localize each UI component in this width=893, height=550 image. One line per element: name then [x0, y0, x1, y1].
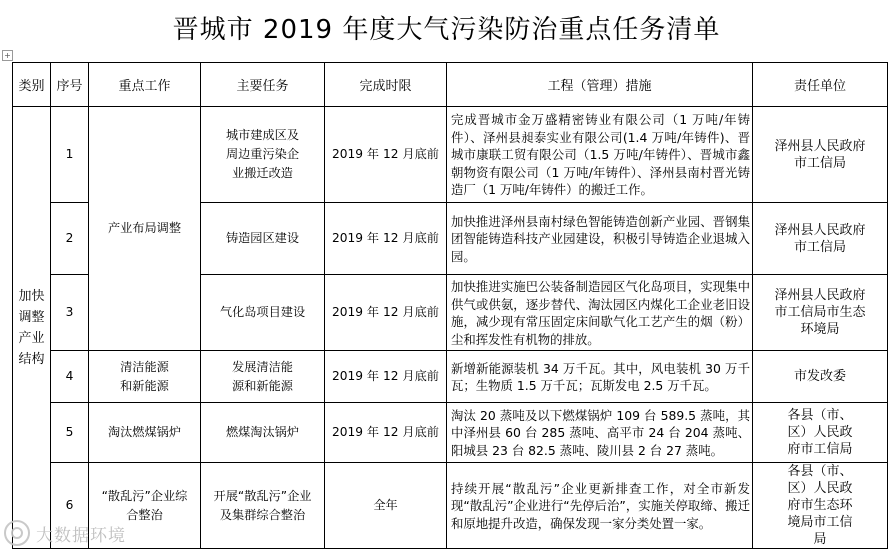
row-number: 1: [51, 107, 89, 203]
table-move-handle-icon[interactable]: +: [2, 50, 13, 61]
table-header-row: [13, 63, 888, 107]
watermark-logo-icon: [4, 520, 30, 546]
key-work-cell: “散乱污”企业综合整治: [89, 463, 201, 549]
watermark: [4, 520, 126, 546]
watermark-text: 大数据环境: [36, 525, 126, 546]
key-work-cell: 清洁能源和新能源: [89, 351, 201, 403]
key-work-cell: 淘汰燃煤锅炉: [89, 403, 201, 463]
measure-cell: 持续开展“散乱污”企业更新排查工作，对全市新发现“散乱污”企业进行“先停后治”，实施关停取缔、搬迁和原地提升改造，确保发现一家分类处置一家。: [447, 463, 753, 549]
deadline-cell: 2019 年 12 月底前: [325, 275, 447, 351]
table-row: [13, 463, 888, 549]
deadline-cell: 2019 年 12 月底前: [325, 351, 447, 403]
header-key-work: 重点工作: [89, 63, 201, 107]
main-task-cell: 燃煤淘汰锅炉: [201, 403, 325, 463]
row-number: 6: [51, 463, 89, 549]
header-main-task: 主要任务: [201, 63, 325, 107]
measure-cell: 加快推进泽州县南村绿色智能铸造创新产业园、晋钢集团智能铸造科技产业园建设，积极引导铸造企业退城入园。: [447, 203, 753, 275]
header-category: 类别: [13, 63, 51, 107]
responsible-unit-cell: 泽州县人民政府市工信局: [753, 203, 888, 275]
row-number: 4: [51, 351, 89, 403]
responsible-unit-cell: 各县（市、区）人民政府市生态环境局市工信局: [753, 463, 888, 549]
table-row: [13, 351, 888, 403]
responsible-unit-cell: 泽州县人民政府市工信局市生态环境局: [753, 275, 888, 351]
main-task-cell: 开展“散乱污”企业及集群综合整治: [201, 463, 325, 549]
header-responsible-unit: 责任单位: [753, 63, 888, 107]
category-cell: 加快调整产业结构: [13, 107, 51, 549]
row-number: 2: [51, 203, 89, 275]
row-number: 3: [51, 275, 89, 351]
main-task-cell: 气化岛项目建设: [201, 275, 325, 351]
deadline-cell: 2019 年 12 月底前: [325, 203, 447, 275]
header-number: 序号: [51, 63, 89, 107]
measure-cell: 加快推进实施巴公装备制造园区气化岛项目，实现集中供气或供氨，逐步替代、淘汰园区内煤化工企业老旧设施，减少现有常压固定床间歇气化工艺产生的烟（粉）尘和挥发性有机物的排放。: [447, 275, 753, 351]
measure-cell: 淘汰 20 蒸吨及以下燃煤锅炉 109 台 589.5 蒸吨，其中泽州县 60 台 285 蒸吨、高平市 24 台 204 蒸吨、阳城县 23 台 82.5 蒸吨、陵川县 2 台 27 蒸吨。: [447, 403, 753, 463]
header-measure: 工程（管理）措施: [447, 63, 753, 107]
measure-cell: 完成晋城市金万盛精密铸业有限公司（1 万吨/年铸件）、泽州县昶泰实业有限公司(1.4 万吨/年铸件)、晋城市康联工贸有限公司（1.5 万吨/年铸件）、晋城市鑫朝物资有限公司（1 万吨/年铸件）、泽州县南村晋光铸造厂（1 万吨/年铸件）的搬迁工作。: [447, 107, 753, 203]
measure-cell: 新增新能源装机 34 万千瓦。其中，风电装机 30 万千瓦；生物质 1.5 万千瓦；瓦斯发电 2.5 万千瓦。: [447, 351, 753, 403]
main-task-cell: 铸造园区建设: [201, 203, 325, 275]
table-row: [13, 107, 888, 203]
table-row: [13, 403, 888, 463]
responsible-unit-cell: 市发改委: [753, 351, 888, 403]
deadline-cell: 全年: [325, 463, 447, 549]
row-number: 5: [51, 403, 89, 463]
page-title: 晋城市 2019 年度大气污染防治重点任务清单: [172, 15, 721, 45]
responsible-unit-cell: 泽州县人民政府市工信局: [753, 107, 888, 203]
responsible-unit-cell: 各县（市、区）人民政府市工信局: [753, 403, 888, 463]
deadline-cell: 2019 年 12 月底前: [325, 403, 447, 463]
header-deadline: 完成时限: [325, 63, 447, 107]
task-table: [12, 62, 888, 549]
main-task-cell: 发展清洁能源和新能源: [201, 351, 325, 403]
key-work-cell: 产业布局调整: [89, 107, 201, 351]
main-task-cell: 城市建成区及周边重污染企业搬迁改造: [201, 107, 325, 203]
deadline-cell: 2019 年 12 月底前: [325, 107, 447, 203]
